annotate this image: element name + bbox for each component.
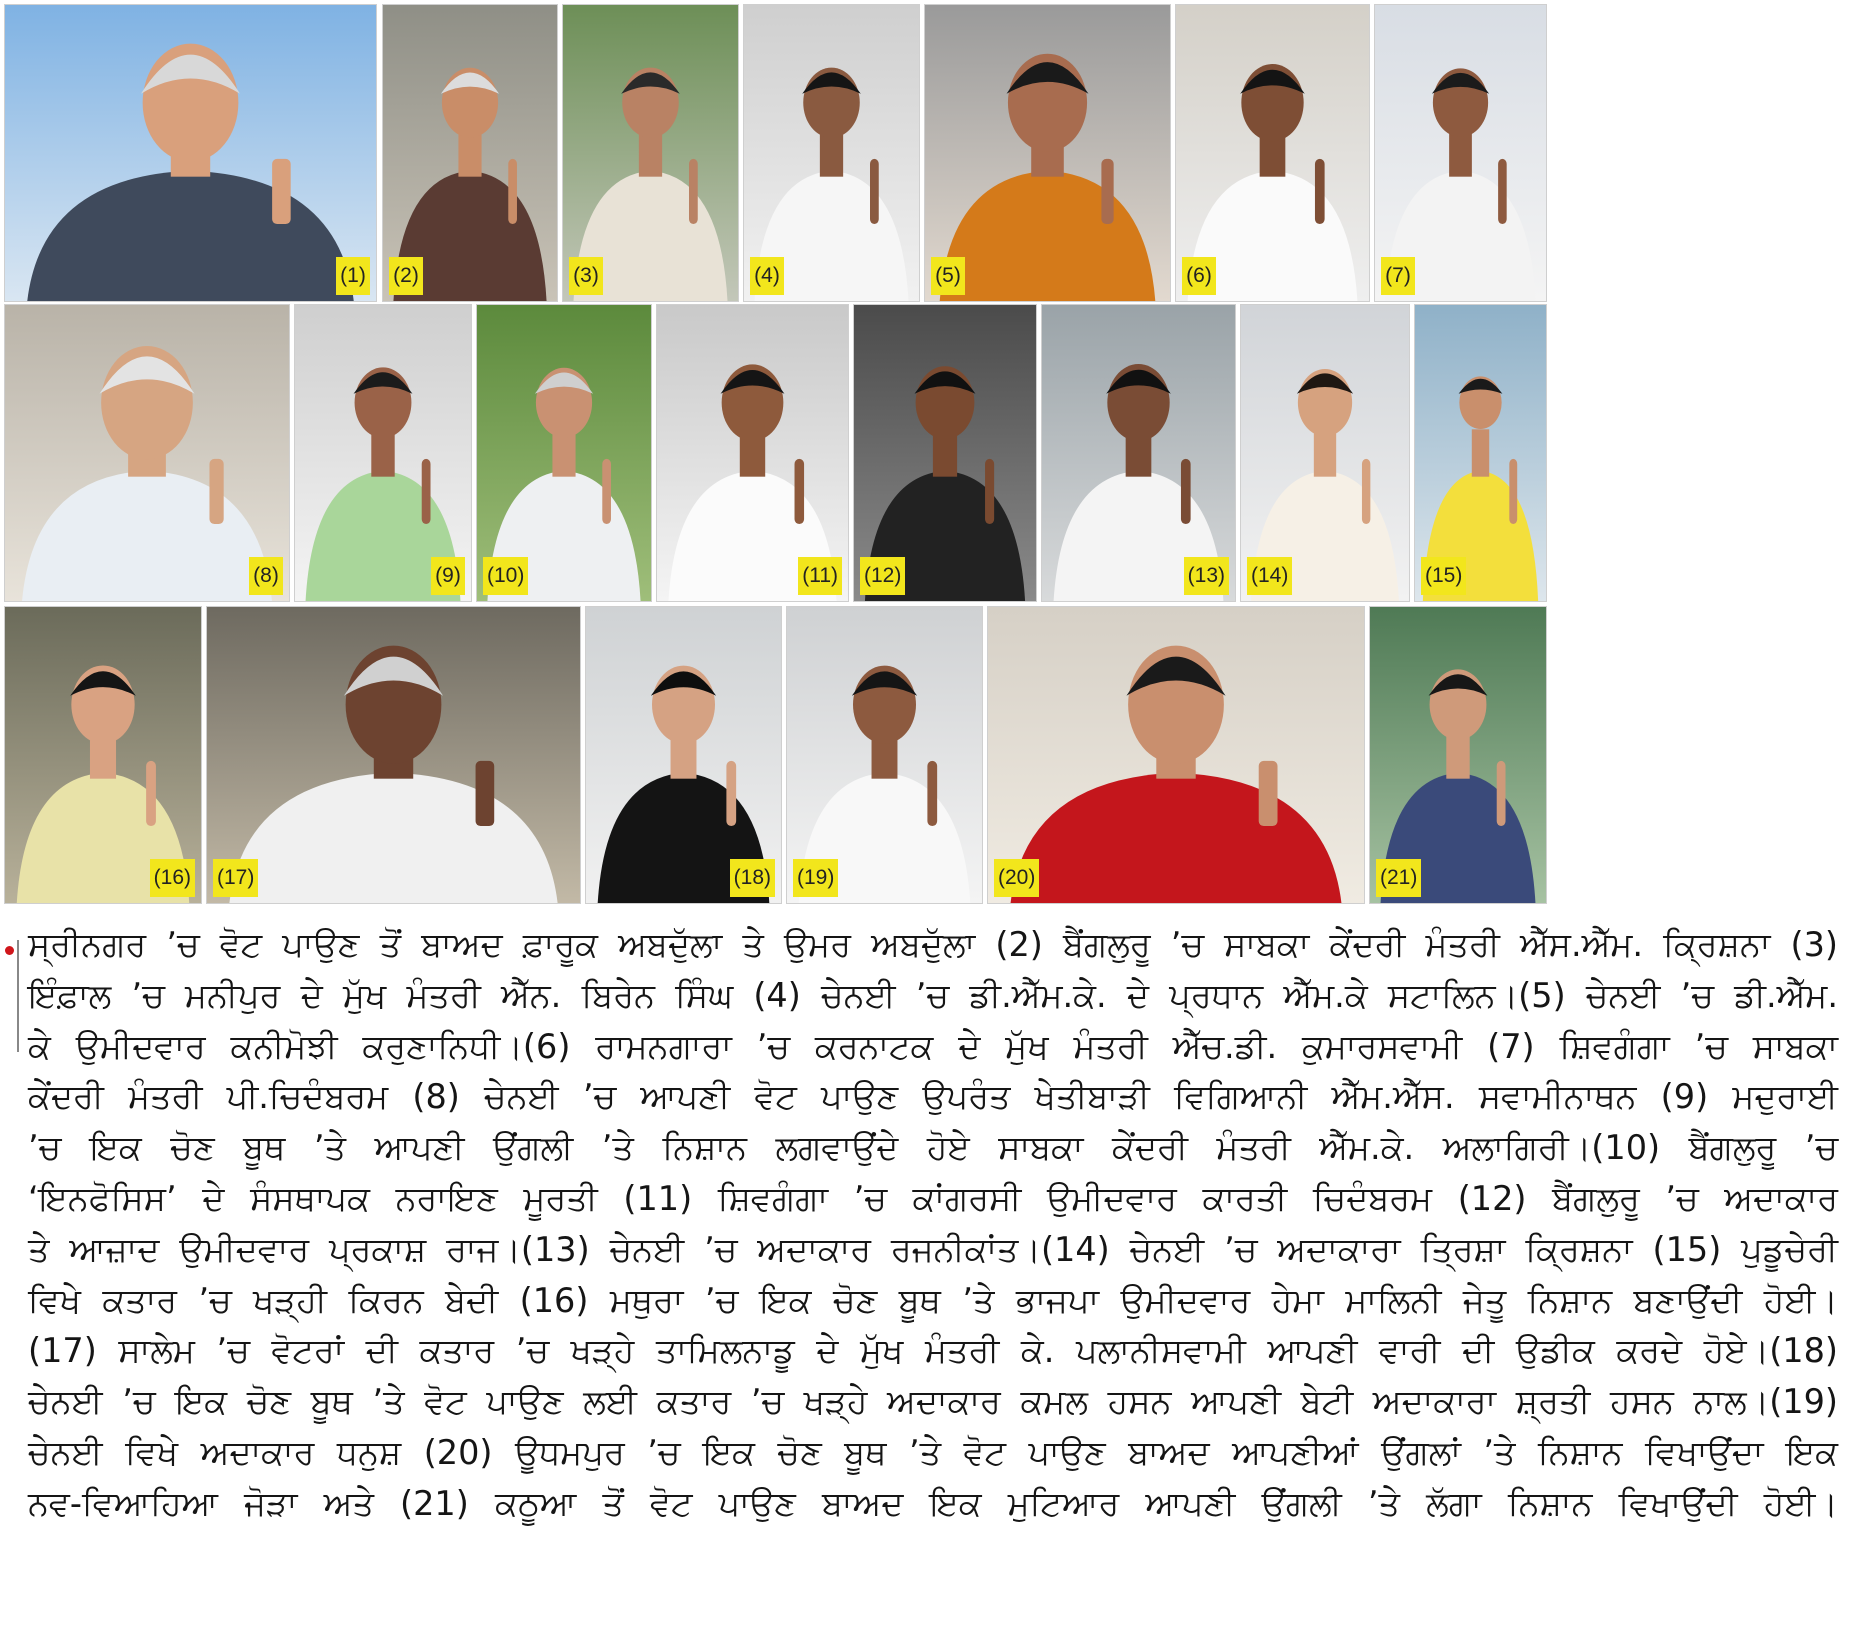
photo-number-badge: (5) (931, 257, 965, 295)
photo-number-badge: (8) (249, 557, 283, 595)
photo-number-badge: (12) (860, 557, 905, 595)
news-photo (4, 4, 377, 302)
caption-line: ’ਚ ਇਕ ਚੋਣ ਬੂਥ ’ਤੇ ਆਪਣੀ ਉਂਗਲੀ ’ਤੇ ਨਿਸ਼ਾਨ ਲਗਵਾਉਂਦੇ ਹੋਏ ਸਾਬਕਾ ਕੇਂਦਰੀ ਮੰਤਰੀ ਐੱਮ.ਕੇ. ਅਲਾਗਿਰੀ।(10) ਬੈਂਗਲੁਰੂ ’ਚ (28, 1128, 1838, 1168)
photo-number-badge: (1) (336, 257, 370, 295)
caption-line: ਵਿਖੇ ਕਤਾਰ ’ਚ ਖੜ੍ਹੀ ਕਿਰਨ ਬੇਦੀ (16) ਮਥੁਰਾ ’ਚ ਇਕ ਚੋਣ ਬੂਥ ’ਤੇ ਭਾਜਪਾ ਉਮੀਦਵਾਰ ਹੇਮਾ ਮਾਲਿਨੀ ਜੇਤੂ ਨਿਸ਼ਾਨ ਬਣਾਉਂਦੀ ਹੋਈ। (28, 1280, 1838, 1320)
photo-caption (28, 920, 1838, 1530)
photo-number-badge: (9) (431, 557, 465, 595)
photo-number-badge: (11) (798, 557, 842, 595)
caption-line: ਚੇਨਈ ’ਚ ਇਕ ਚੋਣ ਬੂਥ ’ਤੇ ਵੋਟ ਪਾਉਣ ਲਈ ਕਤਾਰ ’ਚ ਖੜ੍ਹੇ ਅਦਾਕਾਰ ਕਮਲ ਹਸਨ ਆਪਣੀ ਬੇਟੀ ਅਦਾਕਾਰਾ ਸ਼੍ਰਤੀ ਹਸਨ ਨਾਲ।(19) (28, 1382, 1838, 1422)
photo-number-badge: (19) (793, 859, 838, 897)
photo-number-badge: (16) (150, 859, 195, 897)
caption-line: ਕੇਂਦਰੀ ਮੰਤਰੀ ਪੀ.ਚਿਦੰਬਰਮ (8) ਚੇਨਈ ’ਚ ਆਪਣੀ ਵੋਟ ਪਾਉਣ ਉਪਰੰਤ ਖੇਤੀਬਾੜੀ ਵਿਗਿਆਨੀ ਐੱਮ.ਐੱਸ. ਸਵਾਮੀਨਾਥਨ (9) ਮਦੁਰਾਈ (28, 1077, 1838, 1117)
photo-number-badge: (10) (483, 557, 528, 595)
caption-line: ਸ੍ਰੀਨਗਰ ’ਚ ਵੋਟ ਪਾਉਣ ਤੋਂ ਬਾਅਦ ਫ਼ਾਰੂਕ ਅਬਦੁੱਲਾ ਤੇ ਉਮਰ ਅਬਦੁੱਲਾ (2) ਬੈਂਗਲੁਰੂ ’ਚ ਸਾਬਕਾ ਕੇਂਦਰੀ ਮੰਤਰੀ ਐੱਸ.ਐੱਮ. ਕ੍ਰਿਸ਼ਨਾ (3) (28, 925, 1838, 964)
caption-line: ਤੇ ਆਜ਼ਾਦ ਉਮੀਦਵਾਰ ਪ੍ਰਕਾਸ਼ ਰਾਜ।(13) ਚੇਨਈ ’ਚ ਅਦਾਕਾਰ ਰਜਨੀਕਾਂਤ।(14) ਚੇਨਈ ’ਚ ਅਦਾਕਾਰਾ ਤ੍ਰਿਸ਼ਾ ਕ੍ਰਿਸ਼ਨਾ (15) ਪੁਡੂਚੇਰੀ (28, 1229, 1838, 1269)
photo-number-badge: (18) (730, 859, 775, 897)
person-silhouette-icon (988, 607, 1364, 903)
news-photo (562, 4, 739, 302)
photo-number-badge: (2) (389, 257, 423, 295)
news-photo (585, 606, 782, 904)
news-photo (4, 606, 202, 904)
caption-line: (17) ਸਾਲੇਮ ’ਚ ਵੋਟਰਾਂ ਦੀ ਕਤਾਰ ’ਚ ਖੜ੍ਹੇ ਤਾਮਿਲਨਾਡੂ ਦੇ ਮੁੱਖ ਮੰਤਰੀ ਕੇ. ਪਲਾਨੀਸਵਾਮੀ ਆਪਣੀ ਵਾਰੀ ਦੀ ਉਡੀਕ ਕਰਦੇ ਹੋਏ।(18) (28, 1331, 1838, 1371)
news-photo (1041, 304, 1236, 602)
news-photo (1414, 304, 1547, 602)
photo-number-badge: (6) (1182, 257, 1216, 295)
photo-number-badge: (13) (1184, 557, 1229, 595)
caption-line: ਚੇਨਈ ਵਿਖੇ ਅਦਾਕਾਰ ਧਨੁਸ਼ (20) ਊਧਮਪੁਰ ’ਚ ਇਕ ਚੋਣ ਬੂਥ ’ਤੇ ਵੋਟ ਪਾਉਣ ਬਾਅਦ ਆਪਣੀਆਂ ਉਂਗਲਾਂ ’ਤੇ ਨਿਸ਼ਾਨ ਵਿਖਾਉਂਦਾ ਇਕ (28, 1432, 1838, 1472)
person-silhouette-icon (5, 5, 376, 301)
news-photo (4, 304, 290, 602)
photo-number-badge: (15) (1421, 557, 1466, 595)
news-photo (1374, 4, 1547, 302)
photo-number-badge: (21) (1376, 859, 1421, 897)
news-photo (476, 304, 652, 602)
photo-number-badge: (7) (1381, 257, 1415, 295)
photo-number-badge: (3) (569, 257, 603, 295)
news-photo (206, 606, 581, 904)
person-silhouette-icon (207, 607, 580, 903)
news-photo (294, 304, 472, 602)
photo-number-badge: (14) (1247, 557, 1292, 595)
news-photo (987, 606, 1365, 904)
news-photo (853, 304, 1037, 602)
caption-rule (17, 940, 19, 1052)
news-photo (924, 4, 1171, 302)
caption-line: ਕੇ ਉਮੀਦਵਾਰ ਕਨੀਮੋਝੀ ਕਰੁਣਾਨਿਧੀ।(6) ਰਾਮਨਗਾਰਾ ’ਚ ਕਰਨਾਟਕ ਦੇ ਮੁੱਖ ਮੰਤਰੀ ਐੱਚ.ਡੀ. ਕੁਮਾਰਸਵਾਮੀ (7) ਸ਼ਿਵਗੰਗਾ ’ਚ ਸਾਬਕਾ (28, 1026, 1838, 1066)
caption-line: ਇੰਫ਼ਾਲ ’ਚ ਮਨੀਪੁਰ ਦੇ ਮੁੱਖ ਮੰਤਰੀ ਐੱਨ. ਬਿਰੇਨ ਸਿੰਘ (4) ਚੇਨਈ ’ਚ ਡੀ.ਐੱਮ.ਕੇ. ਦੇ ਪ੍ਰਧਾਨ ਐੱਮ.ਕੇ ਸਟਾਲਿਨ।(5) ਚੇਨਈ ’ਚ ਡੀ.ਐੱਮ. (28, 975, 1838, 1015)
news-photo (382, 4, 558, 302)
news-photo (743, 4, 920, 302)
caption-line: ਨਵ-ਵਿਆਹਿਆ ਜੋੜਾ ਅਤੇ (21) ਕਠੂਆ ਤੋਂ ਵੋਟ ਪਾਉਣ ਬਾਅਦ ਇਕ ਮੁਟਿਆਰ ਆਪਣੀ ਉਂਗਲੀ ’ਤੇ ਲੱਗਾ ਨਿਸ਼ਾਨ ਵਿਖਾਉਂਦੀ ਹੋਈ। (28, 1483, 1838, 1523)
person-silhouette-icon (5, 305, 289, 601)
news-photo (786, 606, 983, 904)
news-photo (1175, 4, 1370, 302)
news-photo (656, 304, 849, 602)
news-photo (1369, 606, 1547, 904)
photo-number-badge: (4) (750, 257, 784, 295)
photo-number-badge: (20) (994, 859, 1039, 897)
caption-line: ‘ਇਨਫੋਸਿਸ’ ਦੇ ਸੰਸਥਾਪਕ ਨਰਾਇਣ ਮੂਰਤੀ (11) ਸ਼ਿਵਗੰਗਾ ’ਚ ਕਾਂਗਰਸੀ ਉਮੀਦਵਾਰ ਕਾਰਤੀ ਚਿਦੰਬਰਮ (12) ਬੈਂਗਲੁਰੂ ’ਚ ਅਦਾਕਾਰ (28, 1178, 1838, 1218)
red-bullet-icon (5, 946, 14, 955)
photo-number-badge: (17) (213, 859, 258, 897)
news-photo (1240, 304, 1410, 602)
